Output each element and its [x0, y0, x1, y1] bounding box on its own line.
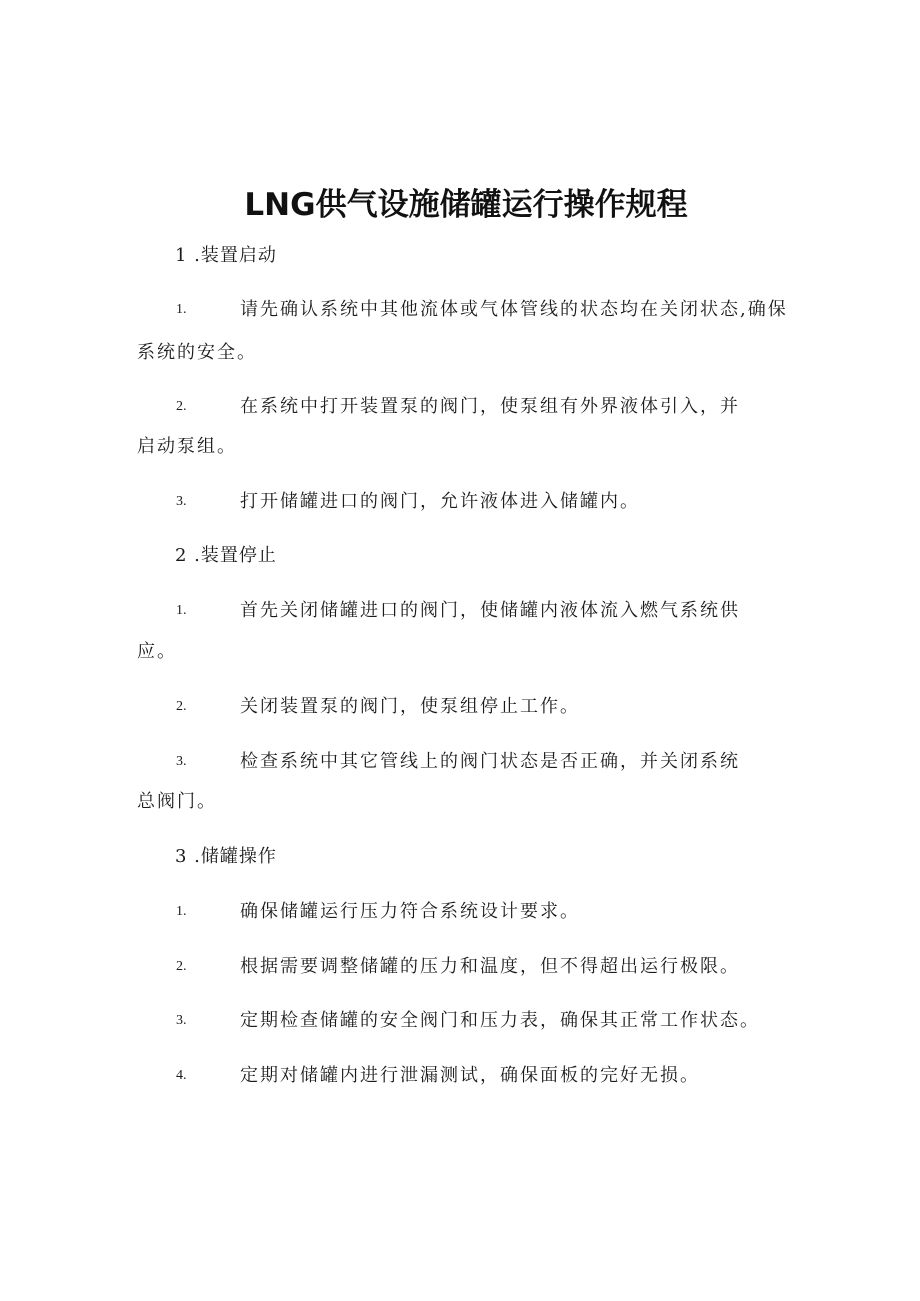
item-text: 打开储罐进口的阀门，允许液体进入储罐内。: [240, 491, 640, 512]
item-number: 3.: [176, 494, 187, 509]
item-number: 1.: [176, 302, 187, 317]
document-title: LNG供气设施储罐运行操作规程: [244, 187, 688, 223]
item-text: 检查系统中其它管线上的阀门状态是否正确，并关闭系统: [240, 751, 740, 772]
item-text-continuation: 启动泵组。: [137, 436, 237, 457]
item-number: 1.: [176, 603, 187, 618]
section-heading: 1 .装置启动: [175, 245, 277, 266]
item-text-continuation: 总阀门。: [137, 791, 217, 812]
item-number: 2.: [176, 699, 187, 714]
item-text: 根据需要调整储罐的压力和温度，但不得超出运行极限。: [240, 956, 740, 977]
item-number: 4.: [176, 1068, 187, 1083]
item-text: 定期对储罐内进行泄漏测试，确保面板的完好无损。: [240, 1065, 700, 1086]
item-text: 确保储罐运行压力符合系统设计要求。: [240, 901, 580, 922]
item-text: 请先确认系统中其他流体或气体管线的状态均在关闭状态,确保: [240, 299, 788, 320]
item-text-continuation: 系统的安全。: [137, 342, 257, 363]
item-text: 首先关闭储罐进口的阀门，使储罐内液体流入燃气系统供: [240, 600, 740, 621]
item-number: 2.: [176, 959, 187, 974]
item-text: 定期检查储罐的安全阀门和压力表，确保其正常工作状态。: [240, 1010, 760, 1031]
item-number: 2.: [176, 399, 187, 414]
item-number: 3.: [176, 754, 187, 769]
section-heading: 3 .储罐操作: [175, 846, 277, 867]
item-number: 3.: [176, 1013, 187, 1028]
item-text: 在系统中打开装置泵的阀门，使泵组有外界液体引入，并: [240, 396, 740, 417]
item-text-continuation: 应。: [137, 641, 177, 662]
item-text: 关闭装置泵的阀门，使泵组停止工作。: [240, 696, 580, 717]
item-number: 1.: [176, 904, 187, 919]
section-heading: 2 .装置停止: [175, 545, 277, 566]
